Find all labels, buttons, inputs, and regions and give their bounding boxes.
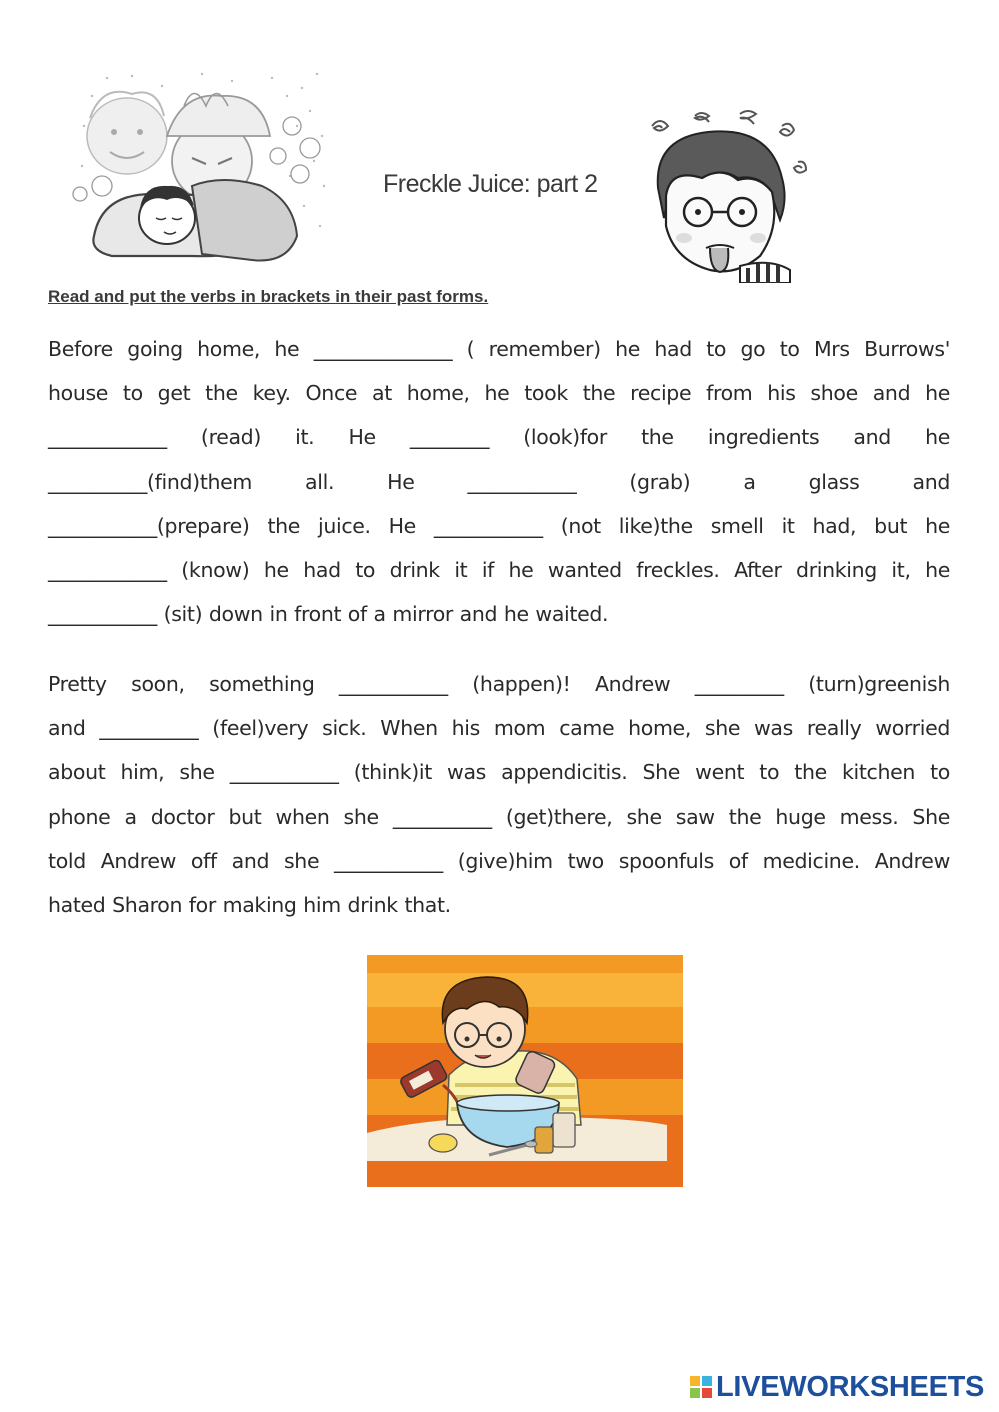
paragraph-2-line: and __________ (feel)very sick. When his mom came home, she was really worried bbox=[48, 716, 950, 741]
sleeping-boy-illustration bbox=[72, 66, 330, 266]
paragraph-1-line: ____________ (read) it. He ________ (look)for the ingredients and he bbox=[48, 425, 950, 450]
page-title: Freckle Juice: part 2 bbox=[383, 170, 598, 198]
exercise-paragraph-2 bbox=[48, 662, 950, 927]
logo-blocks-icon bbox=[690, 1376, 712, 1398]
paragraph-2-line: told Andrew off and she ___________ (give)him two spoonfuls of medicine. Andrew bbox=[48, 848, 950, 873]
paragraph-1-line: ___________(prepare) the juice. He ___________ (not like)the smell it had, but he bbox=[48, 513, 950, 538]
paragraph-1-line: ___________ (sit) down in front of a mirror and he waited. bbox=[48, 602, 609, 627]
paragraph-1-line: ____________ (know) he had to drink it if he wanted freckles. After drinking it, he bbox=[48, 558, 950, 583]
paragraph-2-line: about him, she ___________ (think)it was appendicitis. She went to the kitchen to bbox=[48, 760, 950, 785]
paragraph-1-line: house to get the key. Once at home, he took the recipe from his shoe and he bbox=[48, 381, 950, 406]
paragraph-2-line: hated Sharon for making him drink that. bbox=[48, 893, 451, 918]
kitchen-illustration bbox=[367, 955, 683, 1187]
logo-text: LIVEWORKSHEETS bbox=[716, 1370, 985, 1403]
paragraph-2-line: phone a doctor but when she __________ (get)there, she saw the huge mess. She bbox=[48, 804, 950, 829]
liveworksheets-logo bbox=[690, 1372, 984, 1402]
sick-boy-illustration bbox=[640, 108, 815, 283]
paragraph-1-line: Before going home, he ______________ ( remember) he had to go to Mrs Burrows' bbox=[48, 337, 950, 361]
exercise-paragraph-1 bbox=[48, 327, 950, 636]
paragraph-2-line: Pretty soon, something ___________ (happen)! Andrew _________ (turn)greenish bbox=[48, 672, 950, 696]
paragraph-1-line: __________(find)them all. He ___________ (grab) a glass and bbox=[48, 469, 950, 494]
instruction-text: Read and put the verbs in brackets in their past forms. bbox=[48, 287, 489, 306]
